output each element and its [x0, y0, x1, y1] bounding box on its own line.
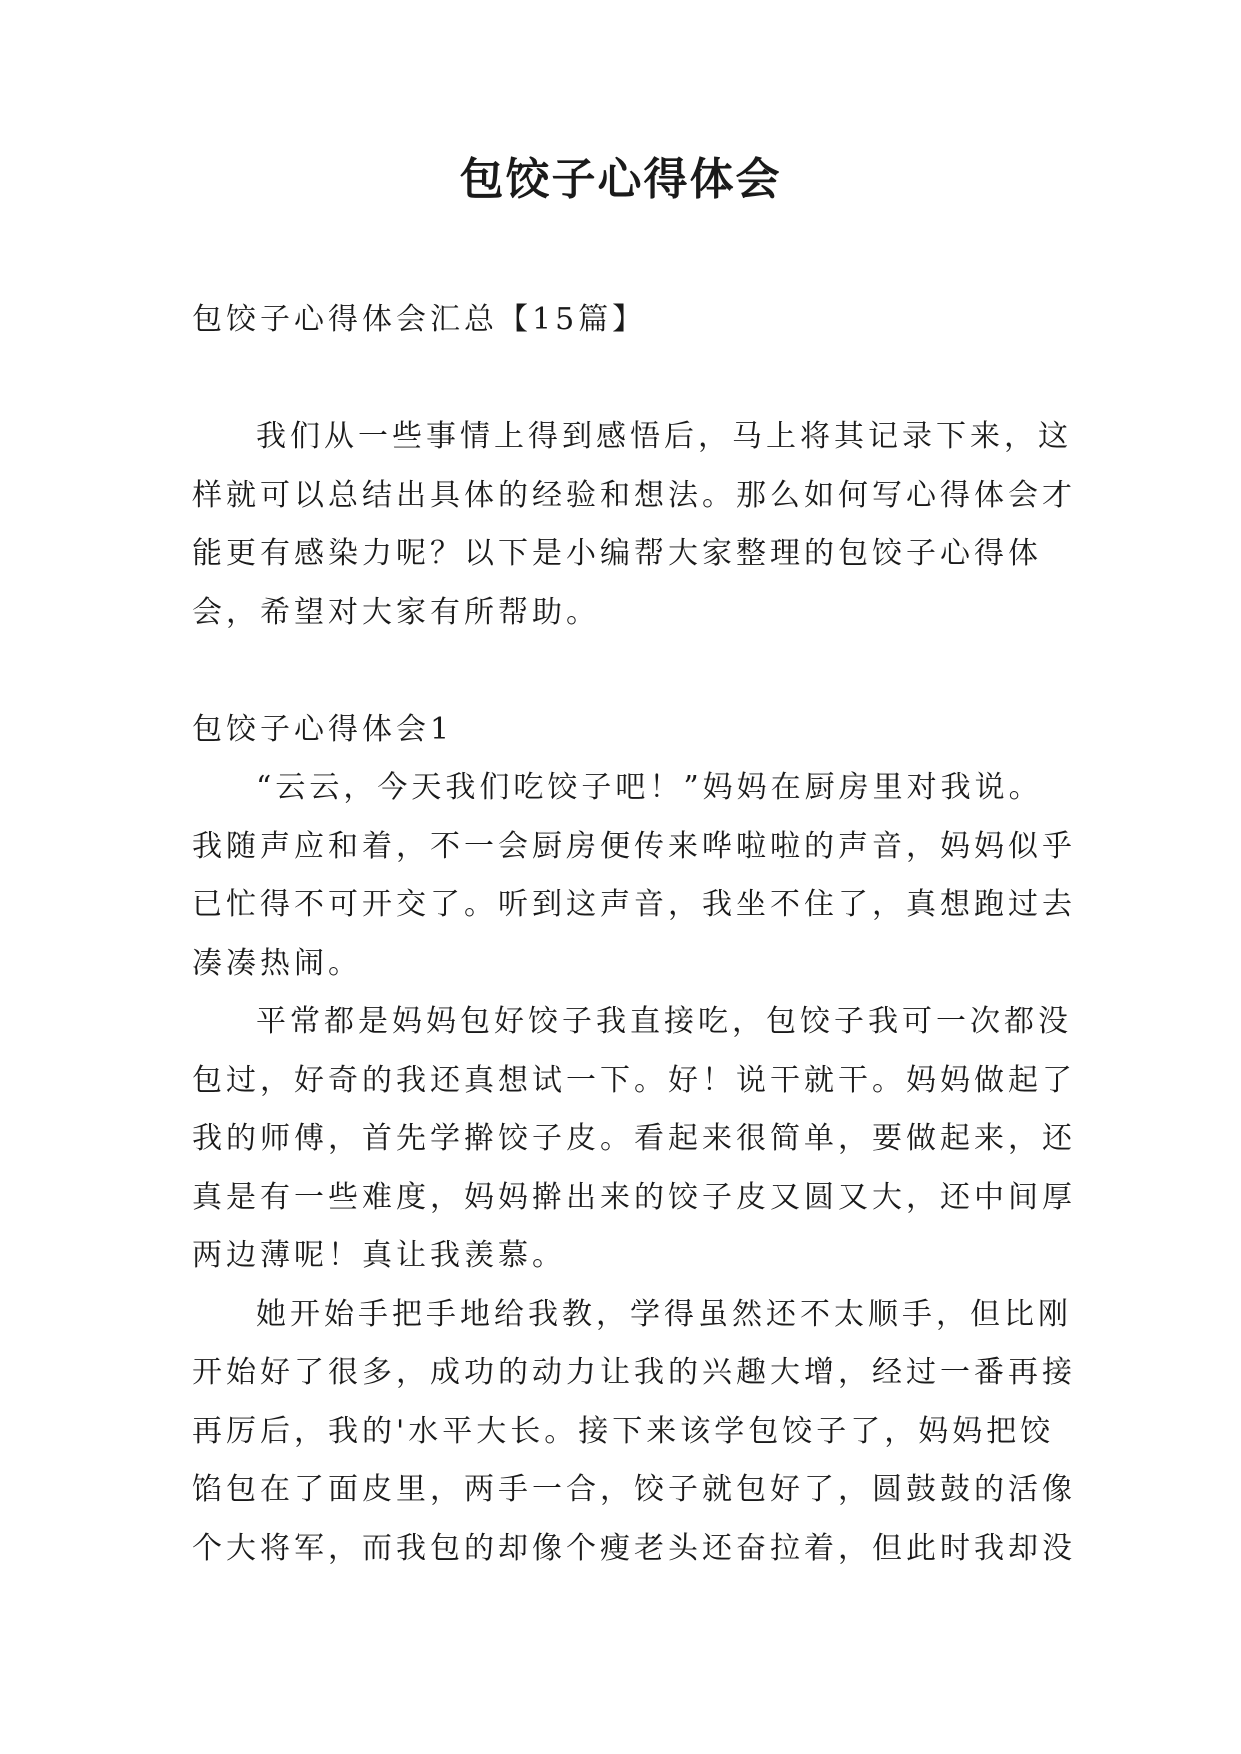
paragraph-line: 真是有一些难度，妈妈擀出来的饺子皮又圆又大，还中间厚 [192, 1179, 1076, 1215]
paragraph-line: 她开始手把手地给我教，学得虽然还不太顺手，但比刚 [256, 1296, 1072, 1332]
paragraph-line: 平常都是妈妈包好饺子我直接吃，包饺子我可一次都没 [256, 1004, 1072, 1039]
paragraph-line: 会，希望对大家有所帮助。 [192, 594, 600, 630]
document-subtitle: 包饺子心得体会汇总【15篇】 [192, 302, 647, 337]
paragraph-1 [192, 759, 1076, 993]
paragraph-3 [192, 1286, 1076, 1579]
section-heading: 包饺子心得体会1 [192, 711, 454, 747]
intro-paragraph [192, 408, 1076, 642]
paragraph-line: 包过，好奇的我还真想试一下。好！说干就干。妈妈做起了 [192, 1062, 1076, 1098]
paragraph-line: 凑凑热闹。 [192, 945, 362, 981]
paragraph-line: 样就可以总结出具体的经验和想法。那么如何写心得体会才 [192, 477, 1076, 513]
paragraph-line: 再厉后，我的'水平大长。接下来该学包饺子了，妈妈把饺 [192, 1413, 1055, 1449]
paragraph-line: 能更有感染力呢？以下是小编帮大家整理的包饺子心得体 [192, 536, 1042, 571]
paragraph-2 [192, 993, 1076, 1286]
paragraph-line: 我随声应和着，不一会厨房便传来哗啦啦的声音，妈妈似乎 [192, 828, 1076, 864]
paragraph-line: 两边薄呢！真让我羡慕。 [192, 1238, 566, 1273]
document-title: 包饺子心得体会 [459, 154, 782, 205]
paragraph-line: 已忙得不可开交了。听到这声音，我坐不住了，真想跑过去 [192, 887, 1076, 922]
paragraph-line: “云云，今天我们吃饺子吧！”妈妈在厨房里对我说。 [256, 770, 1043, 805]
spacer [192, 642, 1052, 701]
paragraph-line: 开始好了很多，成功的动力让我的兴趣大增，经过一番再接 [192, 1355, 1076, 1390]
paragraph-line: 我的师傅，首先学擀饺子皮。看起来很简单，要做起来，还 [192, 1121, 1076, 1156]
document-body [192, 291, 1076, 1578]
paragraph-line: 我们从一些事情上得到感悟后，马上将其记录下来，这 [256, 419, 1072, 454]
paragraph-line: 个大将军，而我包的却像个瘦老头还奋拉着，但此时我却没 [192, 1530, 1076, 1566]
spacer [192, 350, 1052, 409]
paragraph-line: 馅包在了面皮里，两手一合，饺子就包好了，圆鼓鼓的活像 [192, 1472, 1076, 1507]
